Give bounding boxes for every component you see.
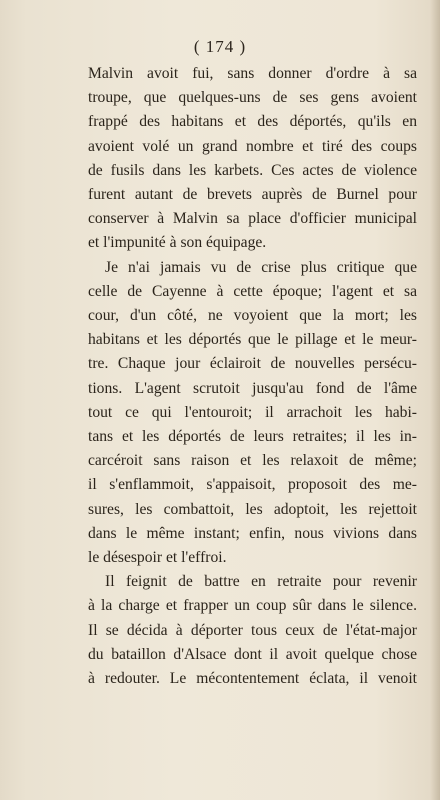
text-line: avoient volé un grand nombre et tiré des coups <box>88 137 417 155</box>
paragraph-2 <box>88 256 417 571</box>
text-line: celle de Cayenne à cette époque; l'agent et sa <box>88 282 417 300</box>
text-line: frappé des habitans et des déportés, qu'ils en <box>88 113 417 131</box>
text-line: et l'impunité à son équipage. <box>88 234 267 252</box>
page-number: ( 174 ) <box>193 37 247 56</box>
text-line: tout ce qui l'entouroit; il arrachoit les habi- <box>88 403 417 421</box>
paragraph-1 <box>88 62 417 256</box>
text-line: tre. Chaque jour éclairoit de nouvelles persécu- <box>88 355 417 373</box>
paragraph-3 <box>88 570 417 691</box>
text-line: à redouter. Le mécontentement éclata, il venoit <box>88 670 417 688</box>
text-line: sures, les combattoit, les adoptoit, les rejettoit <box>88 500 417 518</box>
page-body <box>88 62 417 691</box>
text-line: il s'enflammoit, s'appaisoit, proposoit des me- <box>88 476 417 494</box>
text-line: troupe, que quelques-uns de ses gens avoient <box>88 89 417 107</box>
text-line: Il feignit de battre en retraite pour revenir <box>105 573 417 591</box>
text-line: carcéroit sans raison et les relaxoit de même; <box>88 452 417 470</box>
text-line: Je n'ai jamais vu de crise plus critique que <box>105 258 417 276</box>
text-line: furent autant de brevets auprès de Burnel pour <box>88 186 417 204</box>
text-line: de fusils dans les karbets. Ces actes de violence <box>88 161 417 179</box>
text-line: habitans et les déportés que le pillage et le meur- <box>88 331 417 349</box>
text-line: du bataillon d'Alsace dont il avoit quelque chose <box>88 645 417 663</box>
text-line: Il se décida à déporter tous ceux de l'état-major <box>88 621 417 639</box>
text-line: cour, d'un côté, ne voyoient que la mort; les <box>88 307 417 325</box>
text-line: à la charge et frapper un coup sûr dans le silence. <box>88 597 417 615</box>
text-line: conserver à Malvin sa place d'officier municipal <box>88 210 417 228</box>
text-line: dans le même instant; enfin, nous vivions dans <box>88 524 417 542</box>
text-line: tions. L'agent scrutoit jusqu'au fond de l'âme <box>88 379 417 397</box>
text-line: Malvin avoit fui, sans donner d'ordre à sa <box>88 65 417 82</box>
text-line: tans et les déportés de leurs retraites; il les in- <box>88 428 417 446</box>
text-line: le désespoir et l'effroi. <box>88 549 227 567</box>
